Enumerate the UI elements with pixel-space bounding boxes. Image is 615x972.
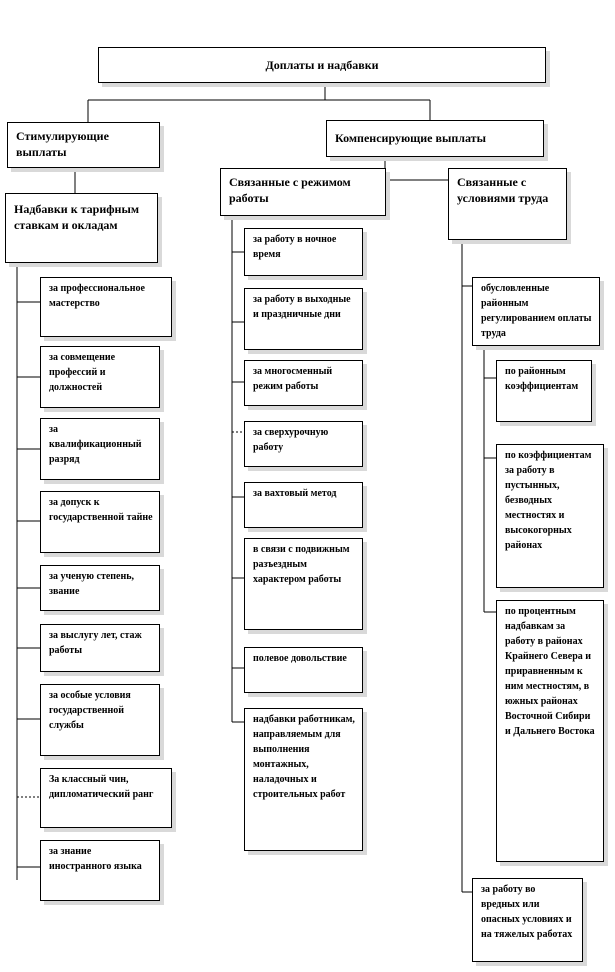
work-mode-item: за сверхурочную работу [244, 421, 363, 467]
tariff-item: за совмещение профессий и должностей [40, 346, 160, 408]
tariff-item: за ученую степень, звание [40, 565, 160, 611]
group-work-conditions: Связанные с условиями труда [448, 168, 567, 240]
tariff-item: за выслугу лет, стаж работы [40, 624, 160, 672]
tariff-item: За классный чин, дипломатический ранг [40, 768, 172, 828]
work-mode-item: за многосменный режим работы [244, 360, 363, 406]
work-mode-item: за работу в выходные и праздничные дни [244, 288, 363, 350]
regional-item: по процентным надбавкам за работу в районах Крайнего Севера и приравненным к ним местностям, в южных районах Восточной Сибири и Дальнего Востока [496, 600, 604, 862]
conditions-item: за работу во вредных или опасных условиях и на тяжелых работах [472, 878, 583, 962]
tariff-item: за особые условия государственной службы [40, 684, 160, 756]
work-mode-item: в связи с подвижным разъездным характером работы [244, 538, 363, 630]
group-work-mode: Связанные с режимом работы [220, 168, 386, 216]
tariff-item: за допуск к государственной тайне [40, 491, 160, 553]
work-mode-item: полевое довольствие [244, 647, 363, 693]
regional-item: по районным коэффициентам [496, 360, 592, 422]
group-regional: обусловленные районным регулированием оплаты труда [472, 277, 600, 346]
work-mode-item: надбавки работникам, направляемым для выполнения монтажных, наладочных и строительных работ [244, 708, 363, 851]
root-node: Доплаты и надбавки [98, 47, 546, 83]
group-tariff-allowances: Надбавки к тарифным ставкам и окладам [5, 193, 158, 263]
tariff-item: за профессиональное мастерство [40, 277, 172, 337]
tariff-item: за квалификационный разряд [40, 418, 160, 480]
tariff-item: за знание иностранного языка [40, 840, 160, 901]
category-compensating: Компенсирующие выплаты [326, 120, 544, 157]
category-stimulating: Стимулирующие выплаты [7, 122, 160, 168]
work-mode-item: за вахтовый метод [244, 482, 363, 528]
work-mode-item: за работу в ночное время [244, 228, 363, 276]
regional-item: по коэффициентам за работу в пустынных, безводных местностях и высокогорных районах [496, 444, 604, 588]
